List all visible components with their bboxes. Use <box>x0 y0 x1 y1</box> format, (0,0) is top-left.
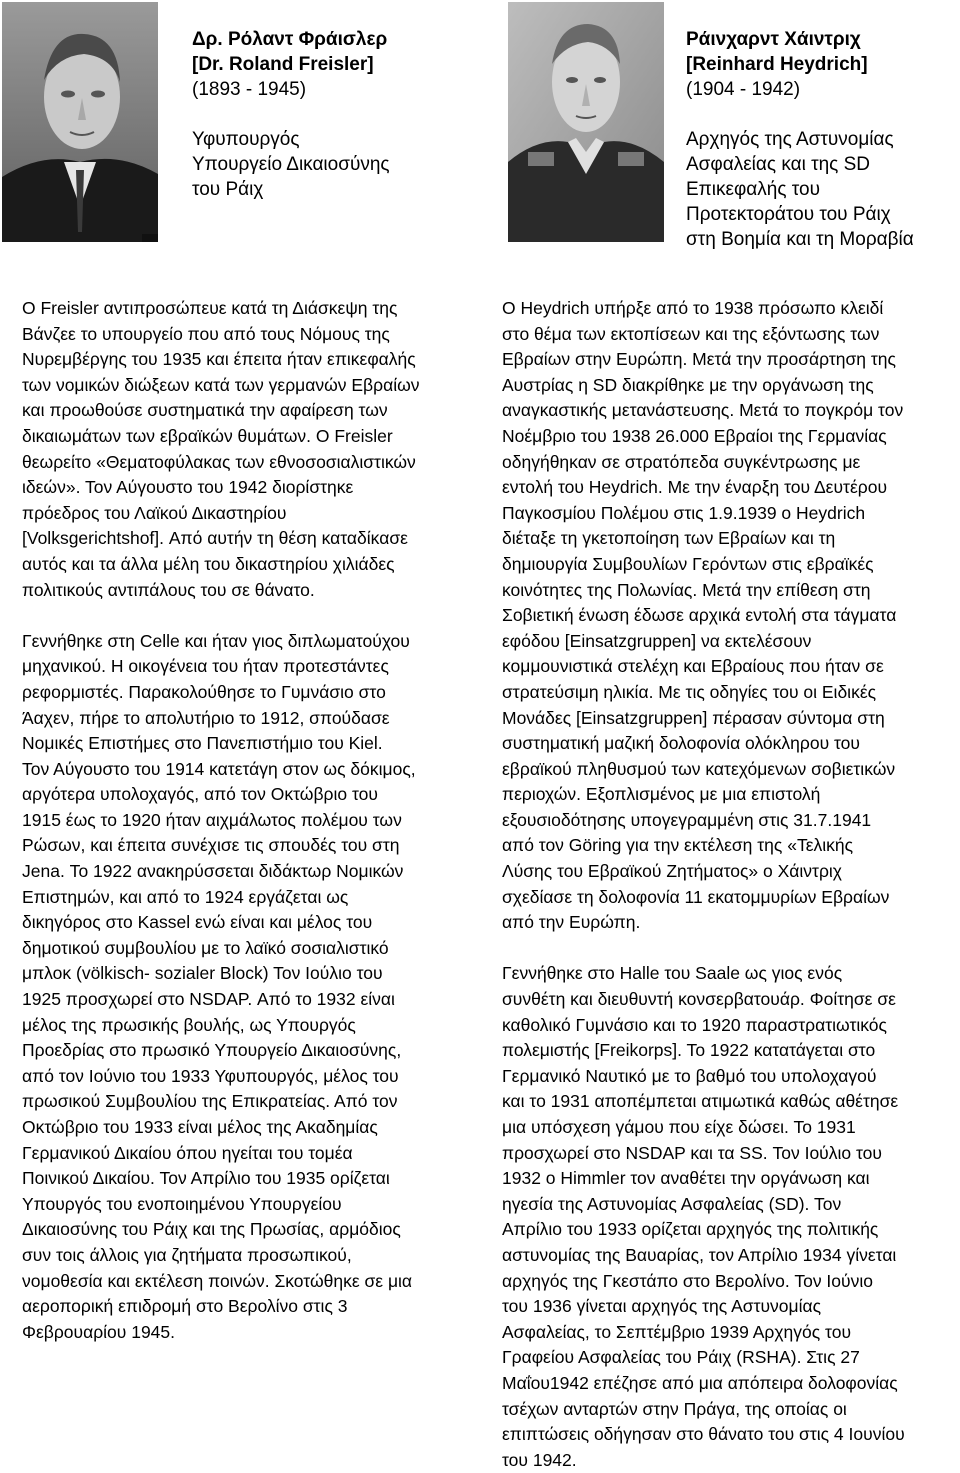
text-line: Μαΐου1942 επέζησε από μια απόπειρα δολοφονίας <box>502 1372 898 1393</box>
text-line: εφόδου [Einsatzgruppen] να εκτελέσουν <box>502 630 812 651</box>
text-line: συν τοις άλλοις για ζητήματα προσωπικού, <box>22 1244 352 1265</box>
text-line: του 1942. <box>502 1449 577 1470</box>
heydrich-header <box>686 27 958 252</box>
text-line: δικαιωμάτων των εβραϊκών θυμάτων. Ο Freisler <box>22 425 393 446</box>
heydrich-role <box>686 127 958 252</box>
text-line: Γραφείου Ασφαλείας του Ράιχ (RSHA). Στις 27 <box>502 1347 860 1368</box>
text-line: Νοέμβριο του 1938 26.000 Εβραίοι της Γερμανίας <box>502 425 887 446</box>
text-line: αρχηγός της Γκεστάπο στο Βερολίνο. Τον Ιούνιο <box>502 1270 873 1291</box>
text-line: δημιουργία Συμβουλίων Γερόντων στις εβραϊκές <box>502 553 874 574</box>
text-line: Ρώσων, και έπειτα συνέχισε τις σπουδές του στη <box>22 835 400 856</box>
freisler-latin-name: [Dr. Roland Freisler] <box>192 54 374 75</box>
text-line: νομοθεσία και εκτέλεση ποινών. Σκοτώθηκε σε μια <box>22 1270 413 1291</box>
text-line: μηχανικού. Η οικογένεια του ήταν προτεστάντες <box>22 656 389 677</box>
text-line: Ασφαλείας, το Σεπτέμβριο 1939 Αρχηγός του <box>502 1321 852 1342</box>
text-line: από την Ευρώπη. <box>502 912 641 933</box>
freisler-years: (1893 - 1945) <box>192 79 307 100</box>
text-line: μια υπόσχεση γάμου που είχε δώσει. Το 1931 <box>502 1117 856 1137</box>
text-line: επιπτώσεις οδήγησαν στο θάνατο του στις 4 Ιουνίου <box>502 1424 905 1445</box>
heydrich-biography-column <box>502 296 952 1473</box>
text-line: 1915 έως το 1920 ήταν αιχμάλωτος πολέμου των <box>22 809 402 830</box>
text-line: προσχωρεί στο NSDAP και τα SS. Τον Ιούλιο του <box>502 1142 882 1163</box>
text-line: Γεννήθηκε στο Halle του Saale ως γιος ενός <box>502 963 843 984</box>
text-line: αεροπορική επιδρομή στο Βερολίνο στις 3 <box>22 1296 348 1317</box>
text-line: [Volksgerichtshof]. Από αυτήν τη θέση καταδίκασε <box>22 528 408 549</box>
text-line: Άαχεν, πήρε το απολυτήριο το 1912, σπούδασε <box>22 707 390 728</box>
heydrich-years: (1904 - 1942) <box>686 79 801 100</box>
heydrich-name: Ράινχαρντ Χάιντριχ <box>686 29 861 50</box>
text-line: σχεδίασε τη δολοφονία 11 εκατομμυρίων Εβραίων <box>502 886 890 907</box>
text-line: Τον Αύγουστο του 1914 κατετάγη στον ως δόκιμος, <box>22 758 416 779</box>
text-line: κοινότητες της Πολωνίας. Μετά την επίθεση στη <box>502 579 871 600</box>
text-line: Γερμανικό Ναυτικό με το βαθμό του υπολοχαγού <box>502 1065 877 1086</box>
text-line: μέλος της πρωσικής βουλής, ως Υπουργός <box>22 1014 356 1035</box>
text-line: ρεφορμιστές. Παρακολούθησε το Γυμνάσιο στο <box>22 681 386 702</box>
text-line: δικηγόρος στο Kassel ενώ είναι και μέλος του <box>22 912 373 933</box>
text-line: στρατεύσιμη ηλικία. Με τις οδηγίες του οι Ειδικές <box>502 681 877 702</box>
freisler-biography-column <box>22 296 482 1345</box>
text-line: Ο Freisler αντιπροσώπευε κατά τη Διάσκεψη της <box>22 298 398 318</box>
text-line: συνθέτη και διευθυντή κονσερβατουάρ. Φοίτησε σε <box>502 989 896 1010</box>
text-line: 1932 ο Himmler τον αναθέτει την οργάνωση και <box>502 1168 870 1189</box>
text-line: συστηματική μαζική δολοφονία ολόκληρου του <box>502 733 860 754</box>
text-line: εντολή του Heydrich. Με την έναρξη του Δευτέρου <box>502 477 888 498</box>
freisler-portrait-photo <box>2 2 158 242</box>
text-line: Νομικές Επιστήμες στο Πανεπιστήμιο του Kiel. <box>22 733 383 754</box>
text-line: μπλοκ (völkisch- sozialer Block) Τον Ιούλιο του <box>22 963 383 984</box>
text-line: Βάνζεε το υπουργείο που από τους Νόμους της <box>22 323 390 344</box>
text-line: Φεβρουαρίου 1945. <box>22 1321 176 1342</box>
heydrich-paragraph <box>502 296 952 936</box>
heydrich-role-line: Αρχηγός της Αστυνομίας <box>686 129 894 150</box>
text-line: Απρίλιο του 1933 ορίζεται αρχηγός της πολιτικής <box>502 1219 879 1240</box>
text-line: διέταξε τη γκετοποίηση των Εβραίων και τη <box>502 528 836 549</box>
text-line: 1925 προσχωρεί στο NSDAP. Από το 1932 είναι <box>22 989 395 1010</box>
heydrich-latin-name: [Reinhard Heydrich] <box>686 54 868 75</box>
text-line: Γεννήθηκε στη Celle και ήταν γιος διπλωματούχου <box>22 630 410 651</box>
text-line: Ο Heydrich υπήρξε από το 1938 πρόσωπο κλειδί <box>502 298 884 318</box>
text-line: Υπουργός του ενοποιημένου Υπουργείου <box>22 1193 342 1214</box>
text-line: κομμουνιστικά στελέχη και Εβραίους που ήταν σε <box>502 656 884 677</box>
text-line: πρόεδρος του Λαϊκού Δικαστηρίου <box>22 502 287 523</box>
text-line: εξουσιοδότησης υπογεγραμμένη στις 31.7.1941 <box>502 809 872 830</box>
text-line: Γερμανικού Δικαίου όπου ηγείται του τομέα <box>22 1142 353 1163</box>
text-line: Εβραίων στην Ευρώπη. Μετά την προσάρτηση της <box>502 349 896 370</box>
text-line: καθολικό Γυμνάσιο και το 1920 παραστρατιωτικός <box>502 1014 887 1035</box>
text-line: αργότερα υπολοχαγός, από τον Οκτώβριο του <box>22 784 378 805</box>
text-line: των νομικών διώξεων κατά των γερμανών Εβραίων <box>22 374 420 395</box>
text-line: Παγκοσμίου Πολέμου στις 1.9.1939 ο Heydrich <box>502 502 866 523</box>
text-line: δημοτικού συμβουλίου με το λαϊκό σοσιαλιστικό <box>22 937 389 958</box>
text-line: Jena. Το 1922 ανακηρύσσεται διδάκτωρ Νομικών <box>22 861 404 882</box>
text-line: θεωρείτο «Θεματοφύλακας των εθνοσοσιαλιστικών <box>22 451 416 472</box>
text-line: Μονάδες [Einsatzgruppen] πέρασαν σύντομα στη <box>502 707 885 728</box>
heydrich-role-line: στη Βοημία και τη Μοραβία <box>686 229 914 250</box>
text-line: ηγεσία της Αστυνομίας Ασφαλείας (SD). Τον <box>502 1193 842 1214</box>
heydrich-paragraph <box>502 961 952 1473</box>
heydrich-role-line: Ασφαλείας και της SD <box>686 154 870 175</box>
freisler-name: Δρ. Ρόλαντ Φράισλερ <box>192 29 388 50</box>
text-line: Προεδρίας στο πρωσικό Υπουργείο Δικαιοσύνης, <box>22 1040 402 1061</box>
text-line: Σοβιετική ένωση έδωσε αρχικά εντολή στα τάγματα <box>502 605 897 626</box>
text-line: περιοχών. Εξοπλισμένος με μια επιστολή <box>502 784 821 805</box>
text-line: αυτός και τα άλλα μέλη του δικαστηρίου χιλιάδες <box>22 553 395 574</box>
text-line: Αυστρίας η SD διακρίθηκε με την οργάνωση της <box>502 374 874 395</box>
freisler-header <box>192 27 482 202</box>
text-line: πρωσικού Συμβουλίου της Επικρατείας. Από τον <box>22 1091 398 1112</box>
text-line: Οκτώβριο του 1933 είναι μέλος της Ακαδημίας <box>22 1117 378 1137</box>
text-line: πολιτικούς αντιπάλους του σε θάνατο. <box>22 579 315 600</box>
text-line: στο θέμα των εκτοπίσεων και της εξόντωσης των <box>502 323 880 344</box>
heydrich-role-line: Επικεφαλής του <box>686 179 820 200</box>
text-line: αναγκαστικής μετανάστευσης. Μετά το πογκρόμ τον <box>502 400 904 421</box>
text-line: από τον Göring για την εκτέλεση της «Τελικής <box>502 835 854 856</box>
text-line: Λύσης του Εβραϊκού Ζητήματος» ο Χάιντριχ <box>502 861 842 882</box>
heydrich-role-line: Προτεκτοράτου του Ράιχ <box>686 204 891 225</box>
text-line: και το 1931 αποπέμπεται ατιμωτικά καθώς αθέτησε <box>502 1091 899 1112</box>
text-line: Δικαιοσύνης του Ράιχ και της Πρωσίας, αρμόδιος <box>22 1219 401 1240</box>
text-line: και προωθούσε συστηματικά την αφαίρεση των <box>22 400 388 421</box>
freisler-role-line: του Ράιχ <box>192 179 264 200</box>
text-line: πολεμιστής [Freikorps]. Το 1922 κατατάγεται στο <box>502 1040 876 1061</box>
heydrich-portrait-photo <box>508 2 664 242</box>
freisler-paragraph <box>22 629 482 1346</box>
text-line: οδηγήθηκαν σε στρατόπεδα συγκέντρωσης με <box>502 451 861 472</box>
text-line: από τον Ιούνιο του 1933 Υφυπουργός, μέλος του <box>22 1065 399 1086</box>
text-line: του 1936 γίνεται αρχηγός της Αστυνομίας <box>502 1296 822 1317</box>
text-line: τσέχων ανταρτών στην Πράγα, της οποίας οι <box>502 1398 847 1419</box>
text-line: Νυρεμβέργης του 1935 και έπειτα ήταν επικεφαλής <box>22 349 416 370</box>
text-line: αστυνομίας της Βαυαρίας, τον Απρίλιο 1934 γίνεται <box>502 1244 897 1265</box>
text-line: εβραϊκού πληθυσμού των κατεχόμενων σοβιετικών <box>502 758 896 779</box>
text-line: Ποινικού Δικαίου. Τον Απρίλιο του 1935 ορίζεται <box>22 1168 390 1189</box>
freisler-role-line: Υπουργείο Δικαιοσύνης <box>192 154 390 175</box>
text-line: Επιστημών, και από το 1924 εργάζεται ως <box>22 886 349 907</box>
text-line: ιδεών». Τον Αύγουστο του 1942 διορίστηκε <box>22 477 354 498</box>
freisler-role <box>192 127 482 202</box>
freisler-paragraph <box>22 296 482 603</box>
freisler-role-line: Υφυπουργός <box>192 129 300 150</box>
